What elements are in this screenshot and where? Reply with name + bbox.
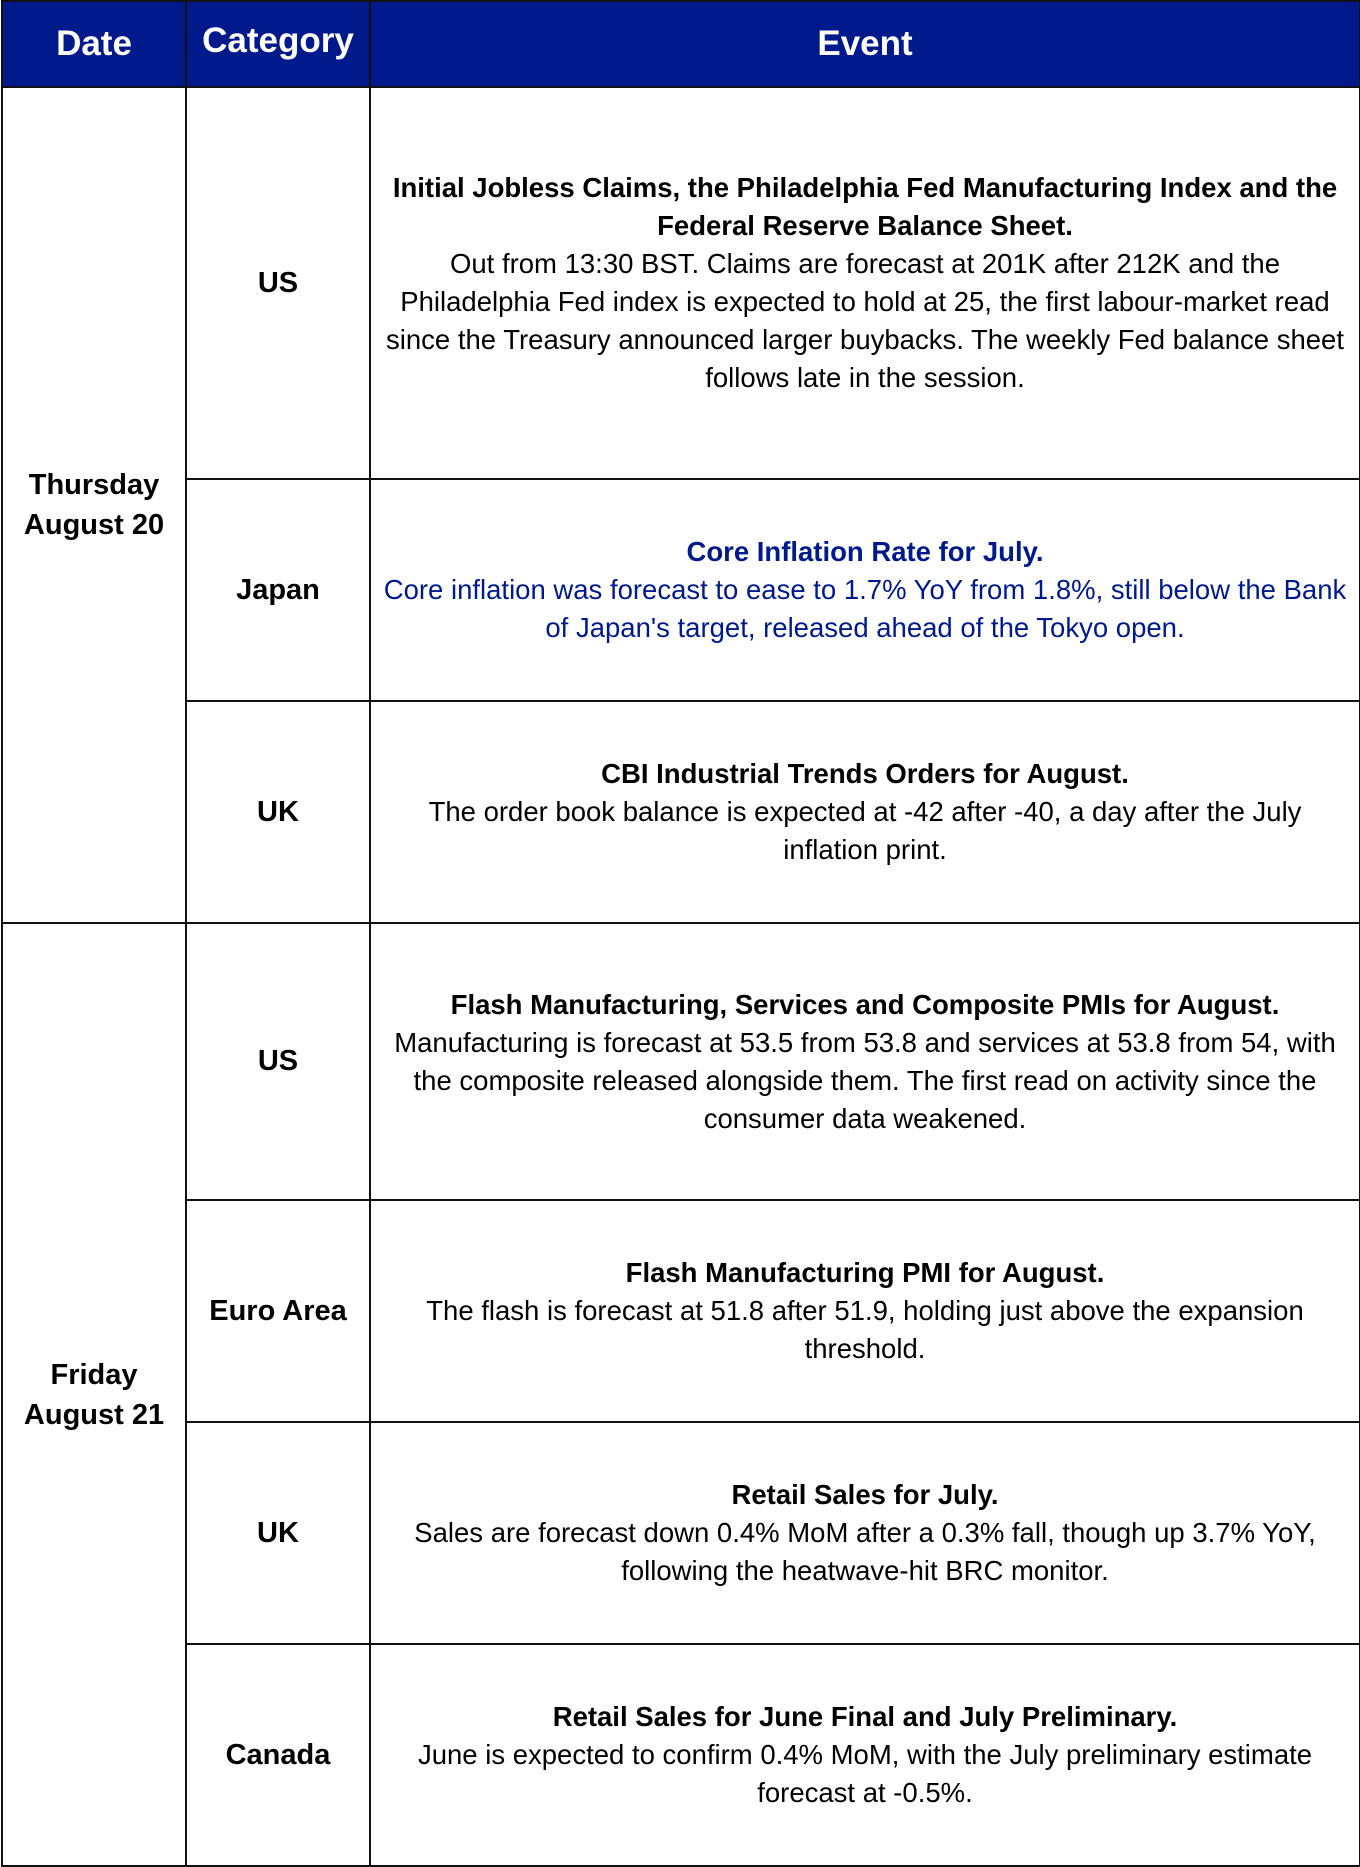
event-description: Sales are forecast down 0.4% MoM after a 0.3% fall, though up 3.7% YoY, following the heatwave-hit BRC monitor. (414, 1517, 1316, 1586)
category-cell: US (186, 87, 370, 479)
category-cell: UK (186, 701, 370, 923)
event-description: Out from 13:30 BST. Claims are forecast at 201K after 212K and the Philadelphia Fed index is expected to hold at 25, the first labour-market read since the Treasury announced larger buybacks. The weekly Fed balance sheet follows late in the session. (386, 248, 1344, 393)
date-cell-thursday (2, 87, 186, 923)
event-description: June is expected to confirm 0.4% MoM, with the July preliminary estimate forecast at -0.5%. (417, 1739, 1313, 1808)
date-cell-friday (2, 923, 186, 1866)
event-cell (370, 1644, 1360, 1866)
category-cell: US (186, 923, 370, 1200)
table-row (2, 923, 1360, 1200)
header-category: Category (186, 1, 370, 87)
table-row (2, 701, 1360, 923)
event-cell (370, 1200, 1360, 1422)
event-description: Manufacturing is forecast at 53.5 from 53.8 and services at 53.8 from 54, with the composite released alongside them. The first read on activity since the consumer data weakened. (394, 1026, 1336, 1134)
events-calendar-table (1, 0, 1360, 1867)
event-title: Flash Manufacturing PMI for August. (625, 1257, 1105, 1288)
event-cell-highlighted (370, 479, 1360, 701)
table-row (2, 1644, 1360, 1866)
category-cell: Canada (186, 1644, 370, 1866)
event-title: Retail Sales for July. (731, 1479, 999, 1510)
event-cell (370, 923, 1360, 1200)
event-title: Core Inflation Rate for July. (686, 536, 1044, 567)
header-date: Date (2, 1, 186, 87)
table-row (2, 87, 1360, 479)
event-cell (370, 1422, 1360, 1644)
table-row (2, 479, 1360, 701)
category-cell: UK (186, 1422, 370, 1644)
event-description: Core inflation was forecast to ease to 1.7% YoY from 1.8%, still below the Bank of Japan's target, released ahead of the Tokyo open. (383, 574, 1347, 643)
date-weekday: Friday August 21 (23, 1358, 165, 1431)
table-row (2, 1200, 1360, 1422)
event-title: Flash Manufacturing, Services and Composite PMIs for August. (450, 988, 1280, 1020)
event-cell (370, 701, 1360, 923)
event-description: The flash is forecast at 51.8 after 51.9, holding just above the expansion threshold. (426, 1295, 1304, 1364)
category-cell: Euro Area (186, 1200, 370, 1422)
event-title: CBI Industrial Trends Orders for August. (601, 758, 1129, 789)
event-title: Retail Sales for June Final and July Preliminary. (552, 1701, 1178, 1732)
event-cell (370, 87, 1360, 479)
table-row (2, 1422, 1360, 1644)
event-title: Initial Jobless Claims, the Philadelphia Fed Manufacturing Index and the Federal Reserve Balance Sheet. (392, 172, 1338, 241)
header-event: Event (370, 1, 1360, 87)
event-description: The order book balance is expected at -42 after -40, a day after the July inflation print. (428, 796, 1302, 865)
table-header-row (2, 1, 1360, 87)
category-cell: Japan (186, 479, 370, 701)
date-weekday: Thursday August 20 (23, 469, 165, 541)
